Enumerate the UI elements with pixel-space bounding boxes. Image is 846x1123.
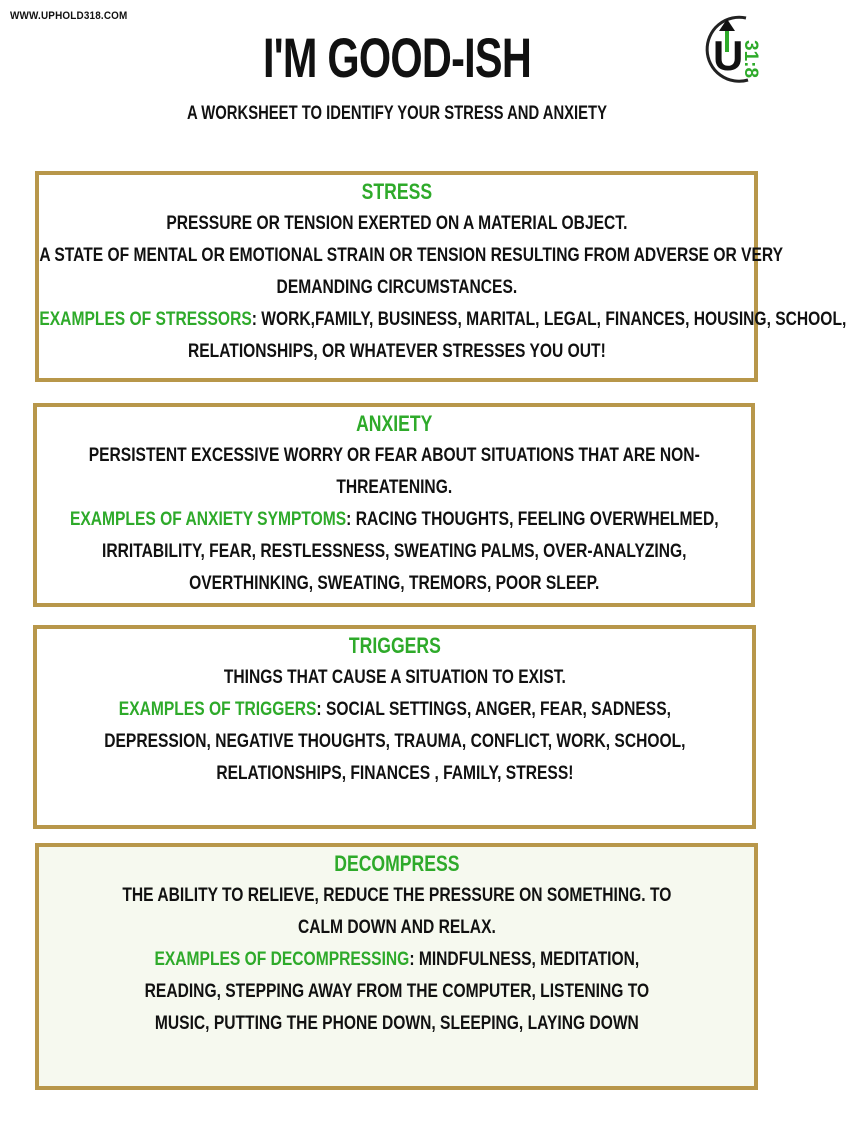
uphold-logo: [702, 12, 772, 86]
stress-examples-text: : WORK,FAMILY, BUSINESS, MARITAL, LEGAL, FINANCES, HOUSING, SCHOOL,: [251, 308, 846, 330]
stress-section: [35, 171, 846, 382]
decompress-examples: [39, 943, 754, 975]
decompress-examples-cont: MUSIC, PUTTING THE PHONE DOWN, SLEEPING, LAYING DOWN: [154, 1012, 639, 1034]
stress-definition-line: PRESSURE OR TENSION EXERTED ON A MATERIAL OBJECT.: [165, 212, 628, 234]
decompress-definition-line: THE ABILITY TO RELIEVE, REDUCE THE PRESSURE ON SOMETHING. TO: [122, 884, 671, 906]
page-title: I'M GOOD-ISH: [262, 26, 532, 89]
decompress-examples-cont: READING, STEPPING AWAY FROM THE COMPUTER, LISTENING TO: [144, 980, 649, 1002]
anxiety-definition-line: PERSISTENT EXCESSIVE WORRY OR FEAR ABOUT SITUATIONS THAT ARE NON-: [88, 444, 700, 466]
anxiety-heading: ANXIETY: [355, 411, 433, 436]
stress-examples: [39, 303, 846, 335]
triggers-examples: [37, 693, 752, 725]
anxiety-examples-text: : RACING THOUGHTS, FEELING OVERWHELMED,: [345, 508, 719, 530]
anxiety-examples: [37, 503, 751, 535]
triggers-examples-label: EXAMPLES OF TRIGGERS: [118, 698, 317, 720]
decompress-section: [35, 843, 758, 1090]
anxiety-examples-cont: OVERTHINKING, SWEATING, TREMORS, POOR SLEEP.: [188, 572, 600, 594]
anxiety-examples-label: EXAMPLES OF ANXIETY SYMPTOMS: [69, 508, 346, 530]
logo-letter: U: [713, 32, 744, 79]
triggers-examples-cont: DEPRESSION, NEGATIVE THOUGHTS, TRAUMA, CONFLICT, WORK, SCHOOL,: [103, 730, 686, 752]
stress-definition-line: A STATE OF MENTAL OR EMOTIONAL STRAIN OR TENSION RESULTING FROM ADVERSE OR VERY: [39, 244, 783, 266]
decompress-heading: DECOMPRESS: [333, 851, 460, 876]
triggers-section: [33, 625, 756, 829]
anxiety-section: [33, 403, 755, 607]
triggers-examples-text: : SOCIAL SETTINGS, ANGER, FEAR, SADNESS,: [316, 698, 671, 720]
triggers-definition-line: THINGS THAT CAUSE A SITUATION TO EXIST.: [223, 666, 566, 688]
logo-number: 31:8: [740, 40, 761, 79]
decompress-examples-text: : MINDFULNESS, MEDITATION,: [408, 948, 639, 970]
stress-examples-label: EXAMPLES OF STRESSORS: [39, 308, 252, 330]
website-url[interactable]: WWW.UPHOLD318.COM: [10, 10, 128, 22]
stress-heading: STRESS: [361, 179, 432, 204]
triggers-heading: TRIGGERS: [348, 633, 441, 658]
stress-definition-line: DEMANDING CIRCUMSTANCES.: [276, 276, 517, 298]
decompress-examples-label: EXAMPLES OF DECOMPRESSING: [154, 948, 409, 970]
anxiety-definition-line: THREATENING.: [336, 476, 452, 498]
page-subtitle: A WORKSHEET TO IDENTIFY YOUR STRESS AND ANXIETY: [187, 103, 607, 124]
stress-examples-cont: RELATIONSHIPS, OR WHATEVER STRESSES YOU OUT!: [187, 340, 606, 362]
decompress-definition-line: CALM DOWN AND RELAX.: [297, 916, 496, 938]
triggers-examples-cont: RELATIONSHIPS, FINANCES , FAMILY, STRESS!: [215, 762, 574, 784]
anxiety-examples-cont: IRRITABILITY, FEAR, RESTLESSNESS, SWEATING PALMS, OVER-ANALYZING,: [101, 540, 687, 562]
